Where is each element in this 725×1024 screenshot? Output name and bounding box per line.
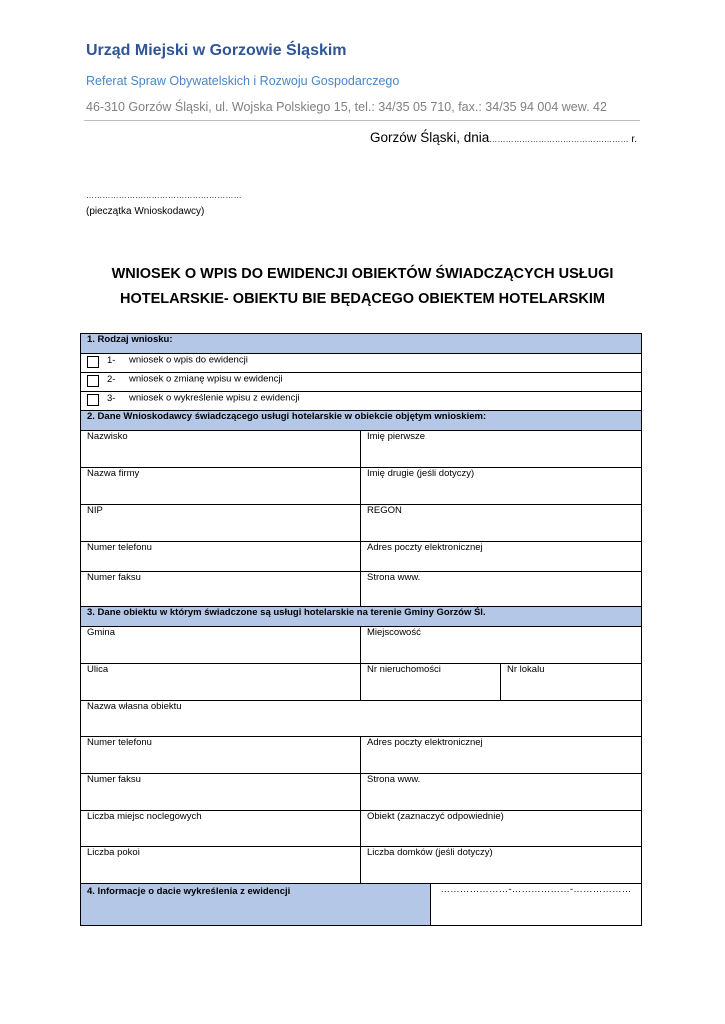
locality-field[interactable]: Miejscowość (361, 627, 642, 664)
object-fax-field[interactable]: Numer faksu (81, 774, 361, 811)
header-divider (84, 120, 640, 121)
nip-field[interactable]: NIP (81, 505, 361, 542)
date-suffix: r. (628, 134, 637, 145)
commune-field[interactable]: Gmina (81, 627, 361, 664)
option-number: 3- (107, 392, 116, 404)
section4-heading: 4. Informacje o dacie wykreślenia z ewidencji (81, 884, 431, 926)
option-row[interactable] (81, 392, 642, 411)
stamp-dots[interactable]: ………………………………………………… (86, 191, 242, 200)
property-number-field[interactable]: Nr nieruchomości (361, 664, 501, 701)
option-number: 1- (107, 354, 116, 366)
beds-count-field[interactable]: Liczba miejsc noclegowych (81, 811, 361, 847)
option-row[interactable] (81, 354, 642, 373)
section3-heading: 3. Dane obiektu w którym świadczone są usługi hotelarskie na terenie Gminy Gorzów Śl. (81, 607, 642, 627)
object-name-field[interactable]: Nazwa własna obiektu (81, 701, 642, 737)
option-label: wniosek o wykreślenie wpisu z ewidencji (129, 392, 300, 404)
option-label: wniosek o wpis do ewidencji (129, 354, 248, 366)
stamp-label: (pieczątka Wnioskodawcy) (86, 206, 205, 217)
unit-number-field[interactable]: Nr lokalu (501, 664, 642, 701)
company-field[interactable]: Nazwa firmy (81, 468, 361, 505)
surname-field[interactable]: Nazwisko (81, 431, 361, 468)
section1-heading: 1. Rodzaj wniosku: (81, 334, 642, 354)
checkbox[interactable] (87, 356, 99, 368)
object-type-field[interactable]: Obiekt (zaznaczyć odpowiednie) (361, 811, 642, 847)
date-place: Gorzów Śląski, dnia (369, 130, 490, 145)
object-email-field[interactable]: Adres poczty elektronicznej (361, 737, 642, 774)
fax-field[interactable]: Numer faksu (81, 572, 361, 607)
www-field[interactable]: Strona www. (361, 572, 642, 607)
option-number: 2- (107, 373, 116, 385)
cottages-count-field[interactable]: Liczba domków (jeśli dotyczy) (361, 847, 642, 884)
section2-heading: 2. Dane Wnioskodawcy świadczącego usługi hotelarskie w obiekcie objętym wnioskiem: (81, 411, 642, 431)
removal-date-field[interactable]: …………………-………………-……………… (431, 884, 642, 926)
rooms-count-field[interactable]: Liczba pokoi (81, 847, 361, 884)
checkbox[interactable] (87, 394, 99, 406)
option-row[interactable] (81, 373, 642, 392)
document-title-line-2: HOTELARSKIE- OBIEKTU BIE BĘDĄCEGO OBIEKTEM HOTELARSKIM (120, 291, 605, 307)
object-www-field[interactable]: Strona www. (361, 774, 642, 811)
email-field[interactable]: Adres poczty elektronicznej (361, 542, 642, 572)
document-title-line-1: WNIOSEK O WPIS DO EWIDENCJI OBIEKTÓW ŚWIADCZĄCYCH USŁUGI (111, 266, 614, 282)
office-name: Urząd Miejski w Gorzowie Śląskim (86, 42, 347, 59)
checkbox[interactable] (87, 375, 99, 387)
phone-field[interactable]: Numer telefonu (81, 542, 361, 572)
option-label: wniosek o zmianę wpisu w ewidencji (129, 373, 283, 385)
regon-field[interactable]: REGON (361, 505, 642, 542)
application-form (80, 333, 642, 926)
date-dots[interactable]: …………………………………………… (489, 135, 629, 144)
first-name-field[interactable]: Imię pierwsze (361, 431, 642, 468)
office-address: 46-310 Gorzów Śląski, ul. Wojska Polskiego 15, tel.: 34/35 05 710, fax.: 34/35 94 004 wew. 42 (86, 100, 607, 114)
second-name-field[interactable]: Imię drugie (jeśli dotyczy) (361, 468, 642, 505)
object-phone-field[interactable]: Numer telefonu (81, 737, 361, 774)
date-line (370, 130, 637, 145)
street-field[interactable]: Ulica (81, 664, 361, 701)
department-name: Referat Spraw Obywatelskich i Rozwoju Gospodarczego (86, 74, 400, 88)
document-title (80, 262, 645, 312)
